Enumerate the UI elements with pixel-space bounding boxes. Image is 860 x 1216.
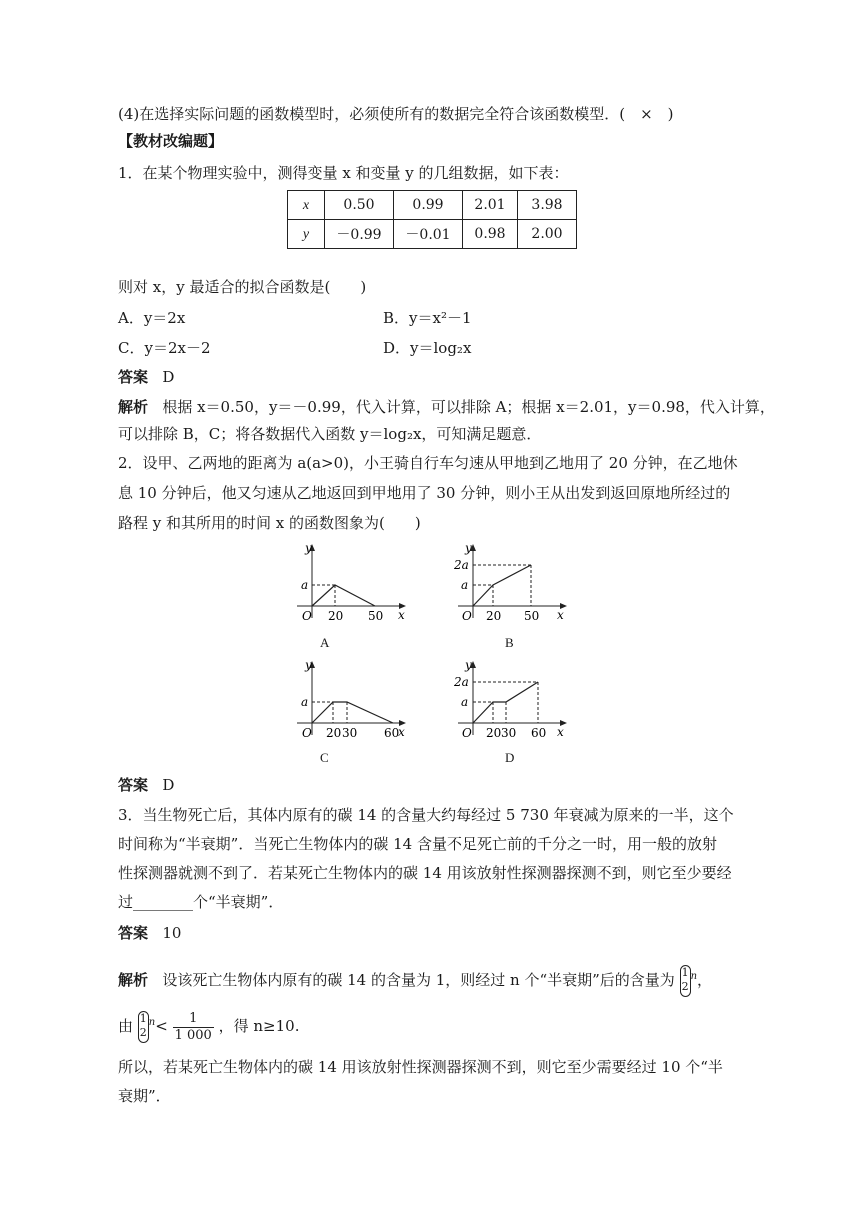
table-cell: 3.98 <box>518 191 577 220</box>
svg-text:20: 20 <box>326 726 342 740</box>
graph-a-caption: A <box>320 635 330 650</box>
q3-line3: 性探测器就测不到了．若某死亡生物体内的碳 14 用该放射性探测器探测不到，则它至少要经 <box>118 864 732 882</box>
q1-option-a: A．y＝2x <box>118 309 186 327</box>
graph-d <box>443 657 568 742</box>
graph-a <box>287 540 412 625</box>
q2-line2: 息 10 分钟后，他又匀速从乙地返回到甲地用了 30 分钟，则小王从出发到返回原地所经过的 <box>118 484 731 502</box>
q2-line1: 2．设甲、乙两地的距离为 a(a>0)，小王骑自行车匀速从甲地到乙地用了 20 分钟，在乙地休 <box>118 454 738 472</box>
svg-text:O: O <box>462 609 472 623</box>
svg-text:20: 20 <box>486 726 502 740</box>
table-cell: 0.50 <box>325 191 394 220</box>
item-4-statement: (4)在选择实际问题的函数模型时，必须使所有的数据完全符合该函数模型．( × ) <box>118 105 674 123</box>
svg-text:x: x <box>557 725 564 739</box>
graph-d-svg <box>443 657 568 742</box>
svg-text:y: y <box>465 541 472 555</box>
svg-text:60: 60 <box>384 726 400 740</box>
exponent-n: n <box>690 971 698 982</box>
inequality-lead: 由 <box>118 1017 134 1035</box>
half-fraction: 1 2 <box>138 1011 149 1043</box>
q3-line4: 过________个“半衰期”． <box>118 893 284 911</box>
svg-text:a: a <box>461 695 469 709</box>
q3-line2: 时间称为“半衰期”．当死亡生物体内的碳 14 含量不足死亡前的千分之一时，用一般的放射 <box>118 835 717 853</box>
exponent-n: n <box>148 1017 156 1028</box>
svg-text:O: O <box>462 726 472 740</box>
table-header-x: x <box>288 191 325 220</box>
q1-question: 则对 x，y 最适合的拟合函数是( ) <box>118 278 367 296</box>
svg-text:2a: 2a <box>454 675 469 689</box>
table-row-y <box>288 220 577 249</box>
inequality-result: ，得 n≥10. <box>218 1017 300 1035</box>
less-than: < <box>155 1017 168 1035</box>
q1-data-table <box>287 190 577 249</box>
q1-option-b: B．y＝x²－1 <box>383 309 472 327</box>
q1-analysis <box>118 397 775 417</box>
q1-option-c: C．y＝2x－2 <box>118 339 211 357</box>
graph-d-caption: D <box>505 750 515 765</box>
analysis-text: 根据 x＝0.50，y＝－0.99，代入计算，可以排除 A；根据 x＝2.01，y＝0.98，代入计算， <box>162 398 775 416</box>
q1-option-d: D．y＝log₂x <box>383 339 472 357</box>
svg-text:30: 30 <box>501 726 517 740</box>
table-cell: 2.00 <box>518 220 577 249</box>
q2-line3: 路程 y 和其所用的时间 x 的函数图象为( ) <box>118 514 421 532</box>
svg-text:x: x <box>398 725 405 739</box>
analysis-label: 解析 <box>118 398 149 416</box>
graph-b-svg <box>443 540 568 625</box>
answer-label: 答案 <box>118 368 149 386</box>
table-row-x <box>288 191 577 220</box>
table-cell: －0.99 <box>325 220 394 249</box>
svg-text:a: a <box>301 578 309 592</box>
svg-text:30: 30 <box>342 726 358 740</box>
svg-text:y: y <box>305 658 312 672</box>
answer-label: 答案 <box>118 776 149 794</box>
q2-answer <box>118 775 174 795</box>
svg-text:a: a <box>461 578 469 592</box>
analysis-label: 解析 <box>118 971 149 989</box>
graph-c <box>287 657 412 742</box>
answer-value: 10 <box>162 924 182 942</box>
svg-text:O: O <box>302 609 312 623</box>
q3-analysis: 解析 设该死亡生物体内原有的碳 14 的含量为 1，则经过 n 个“半衰期”后的含量为 1 2$^n$， <box>118 960 712 997</box>
table-cell: －0.01 <box>394 220 463 249</box>
q3-conclusion-line2: 衰期”． <box>118 1087 171 1105</box>
q3-conclusion-line1: 所以，若某死亡生物体内的碳 14 用该放射性探测器探测不到，则它至少需要经过 10 个“半 <box>118 1058 723 1076</box>
half-fraction: 1 2 <box>680 965 691 997</box>
graph-b <box>443 540 568 625</box>
rhs-fraction: $\frac{1}{1 000}$ <box>174 1010 212 1043</box>
table-cell: 2.01 <box>463 191 518 220</box>
q1-analysis-line2: 可以排除 B，C；将各数据代入函数 y＝log₂x，可知满足题意． <box>118 425 542 443</box>
table-cell: 0.99 <box>394 191 463 220</box>
section-title: 【教材改编题】 <box>118 132 224 150</box>
svg-text:50: 50 <box>524 609 540 623</box>
q3-line1: 3．当生物死亡后，其体内原有的碳 14 的含量大约每经过 5 730 年衰减为原来的一半，这个 <box>118 806 734 824</box>
graph-a-svg <box>287 540 412 625</box>
table-header-y: y <box>288 220 325 249</box>
answer-label: 答案 <box>118 924 149 942</box>
q3-answer <box>118 923 181 943</box>
table-cell: 0.98 <box>463 220 518 249</box>
answer-value: D <box>162 368 175 386</box>
svg-text:a: a <box>301 695 309 709</box>
svg-text:y: y <box>305 541 312 555</box>
q3-inequality <box>118 1005 299 1044</box>
answer-value: D <box>162 776 175 794</box>
svg-text:O: O <box>302 726 312 740</box>
svg-text:20: 20 <box>328 609 344 623</box>
svg-text:2a: 2a <box>454 558 469 572</box>
svg-text:60: 60 <box>531 726 547 740</box>
graph-b-caption: B <box>505 635 514 650</box>
svg-text:50: 50 <box>368 609 384 623</box>
graph-c-svg <box>287 657 412 742</box>
svg-text:x: x <box>398 608 405 622</box>
analysis-text: 设该死亡生物体内原有的碳 14 的含量为 1，则经过 n 个“半衰期”后的含量为 <box>162 971 675 989</box>
graph-c-caption: C <box>320 750 329 765</box>
q1-stem: 1．在某个物理实验中，测得变量 x 和变量 y 的几组数据，如下表： <box>118 164 569 182</box>
svg-text:20: 20 <box>486 609 502 623</box>
q1-answer <box>118 367 174 387</box>
svg-text:y: y <box>465 658 472 672</box>
svg-text:x: x <box>557 608 564 622</box>
